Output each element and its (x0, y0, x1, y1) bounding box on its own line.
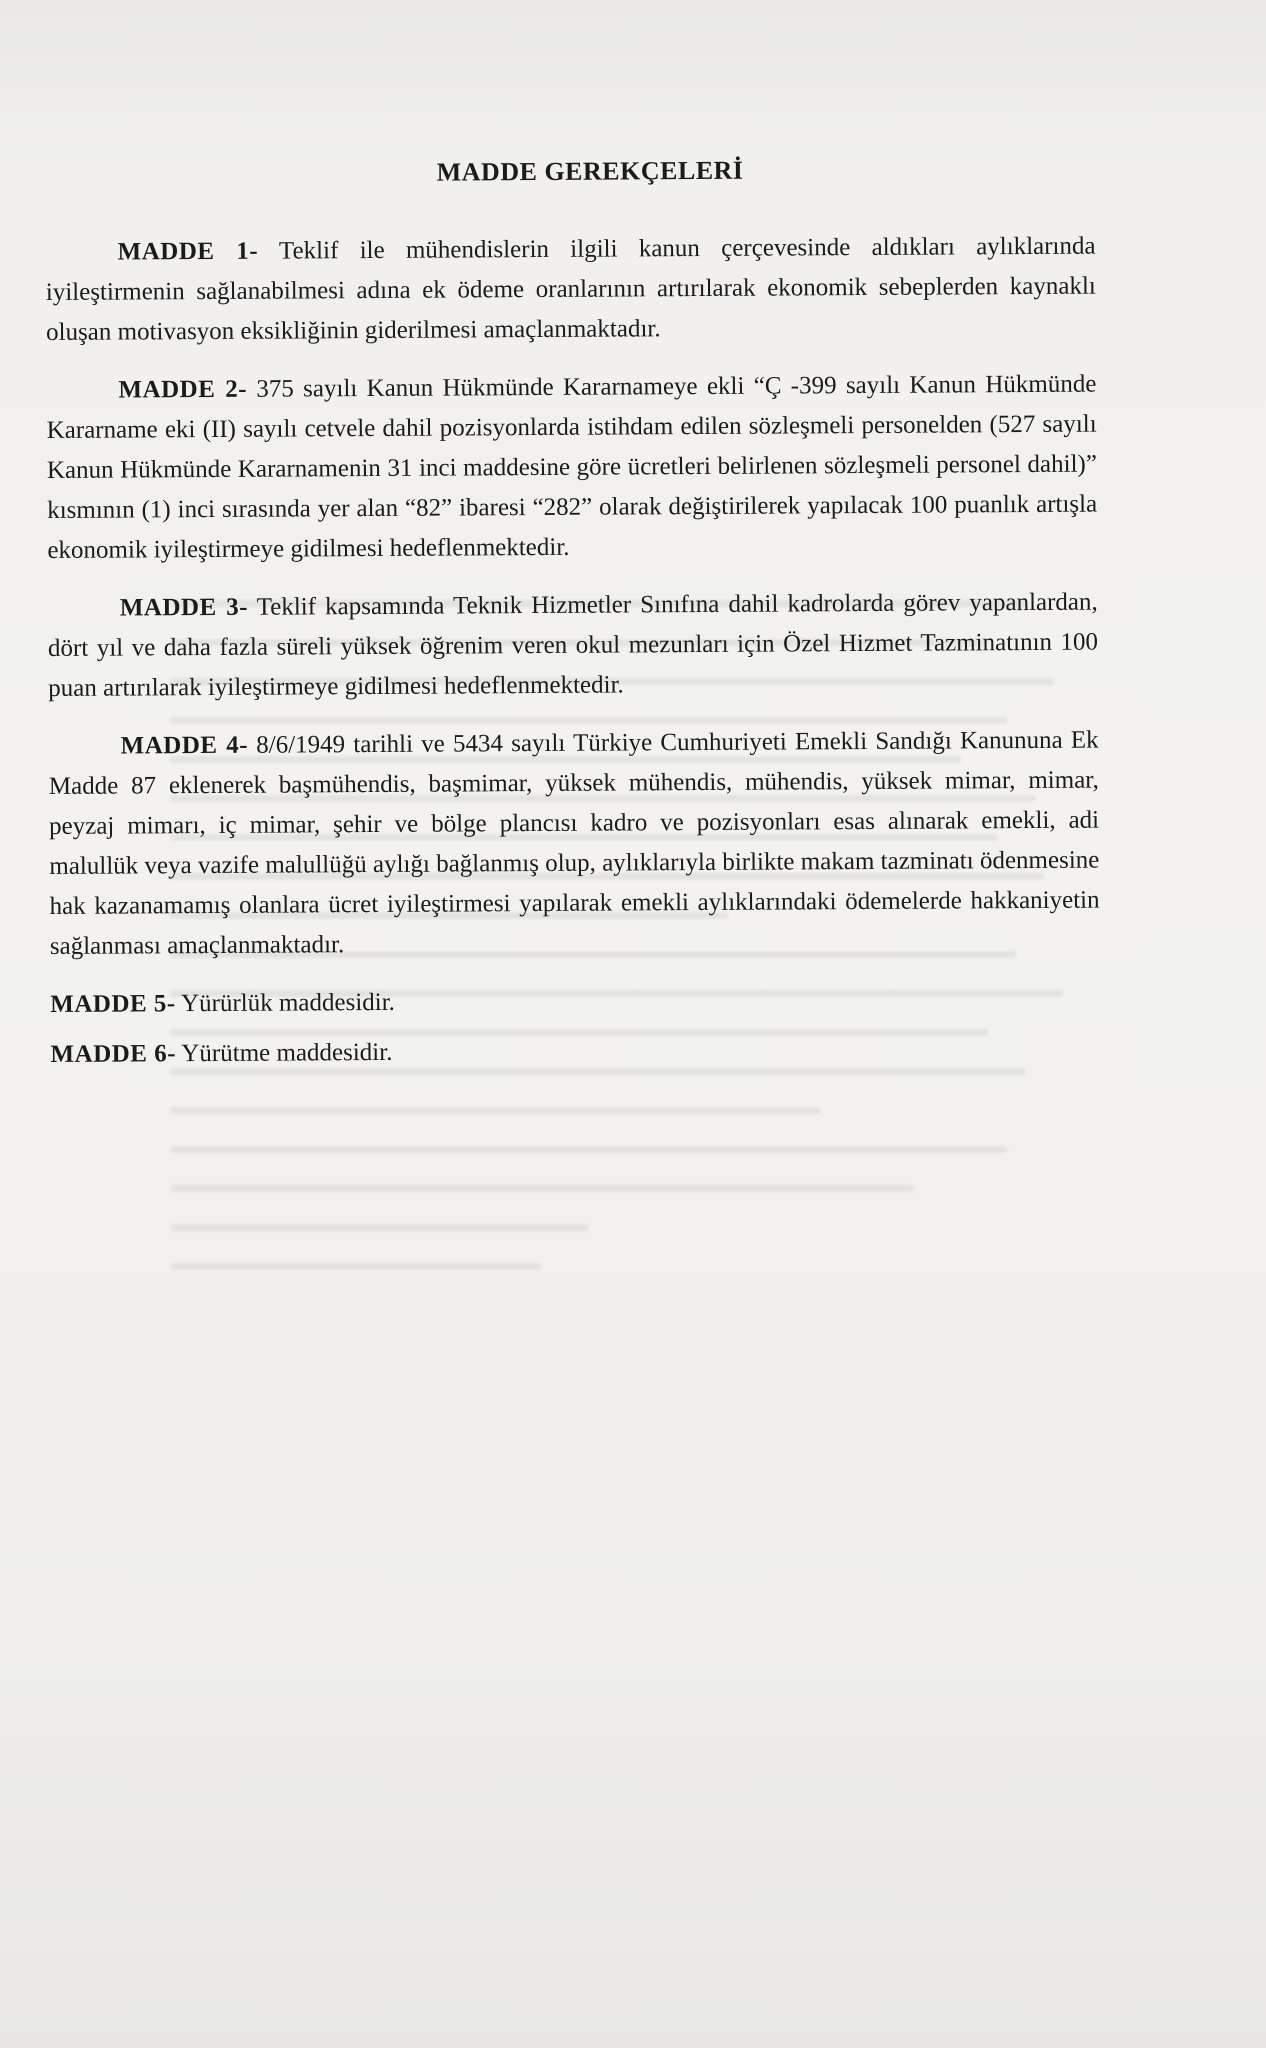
article-1-label: MADDE 1- (117, 237, 259, 266)
article-3 (48, 583, 1099, 709)
article-2 (46, 365, 1097, 571)
article-6-label: MADDE 6- (50, 1040, 177, 1068)
article-1 (45, 227, 1096, 353)
article-4 (48, 721, 1099, 967)
article-6 (50, 1029, 1100, 1075)
article-3-text: Teklif kapsamında Teknik Hizmetler Sınıfına dahil kadrolarda görev yapanlardan, dört yıl ve daha fazla süreli yüksek öğrenim veren okul mezunları için Özel Hizmet Tazminatının 100 puan artırılarak iyileştirmeye gidilmesi hedeflenmektedir. (47, 588, 1099, 702)
article-2-text: 375 sayılı Kanun Hükmünde Kararnameye ekli “Ç -399 sayılı Kanun Hükmünde Kararname eki (II) sayılı cetvele dahil pozisyonlarda istihdam edilen sözleşmeli personelden (527 sayılı Kanun Hükmünde Kararnamenin 31 inci maddesine göre ücretleri belirlenen sözleşmeli personel dahil)” kısmının (1) inci sırasında yer alan “82” ibaresi “282” olarak değiştirilerek yapılacak 100 puanlık artışla ekonomik iyileştirmeye gidilmesi hedeflenmektedir. (46, 370, 1098, 564)
article-5-label: MADDE 5- (50, 990, 176, 1018)
article-3-label: MADDE 3- (119, 593, 249, 622)
article-2-label: MADDE 2- (118, 375, 248, 404)
article-5 (50, 979, 1100, 1025)
article-1-text: Teklif ile mühendislerin ilgili kanun çerçevesinde aldıkları aylıklarında iyileştirmenin sağlanabilmesi adına ek ödeme oranlarının artırılarak ekonomik sebeplerden kaynaklı oluşan motivasyon eksikliğinin giderilmesi amaçlanmaktadır. (45, 232, 1096, 346)
article-5-text: Yürürlük maddesidir. (180, 988, 395, 1018)
article-4-text: 8/6/1949 tarihli ve 5434 sayılı Türkiye Cumhuriyeti Emekli Sandığı Kanununa Ek Madde 87 eklenerek başmühendis, başmimar, yüksek mühendis, mühendis, yüksek mimar, mimar, peyzaj mimarı, iç mimar, şehir ve bölge plancısı kadro ve pozisyonları esas alınarak emekli, adi malullük veya vazife malullüğü aylığı bağlanmış olup, aylıklarıyla birlikte makam tazminatı ödenmesine hak kazanamamış olanlara ücret iyileştirmesi yapılarak emekli aylıklarındaki ödemelerde hakkaniyetin sağlanması amaçlanmaktadır. (48, 726, 1100, 960)
article-4-label: MADDE 4- (120, 731, 249, 760)
document-title: MADDE GEREKÇELERİ (436, 155, 744, 187)
article-6-text: Yürütme maddesidir. (181, 1038, 393, 1068)
document-body (45, 149, 1101, 1085)
